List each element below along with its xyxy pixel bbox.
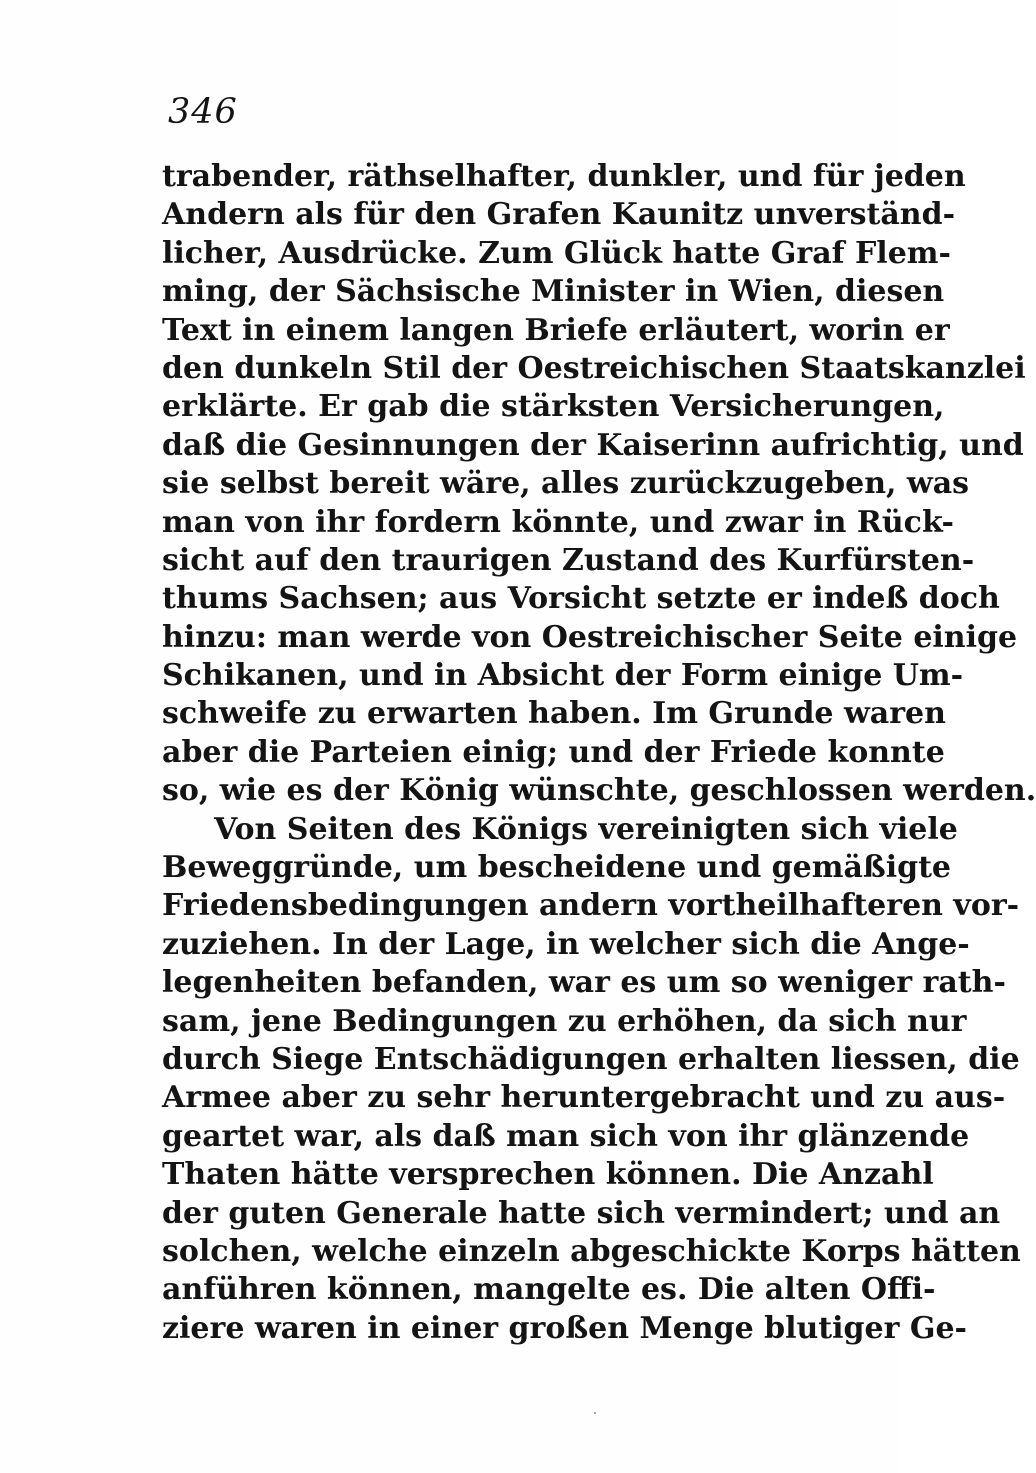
text-line: Text in einem langen Briefe erläutert, worin er bbox=[162, 312, 950, 348]
text-line: erklärte. Er gab die stärksten Versicherungen, bbox=[162, 389, 945, 425]
text-line: Schikanen, und in Absicht der Form einige Um- bbox=[162, 658, 964, 694]
text-line: der guten Generale hatte sich vermindert; und an bbox=[162, 1195, 1001, 1231]
text-line: geartet war, als daß man sich von ihr glänzende bbox=[162, 1118, 970, 1154]
text-line: daß die Gesinnungen der Kaiserinn aufrichtig, und bbox=[162, 427, 1024, 463]
page-number: 346 bbox=[168, 92, 238, 132]
text-line: durch Siege Entschädigungen erhalten liessen, die bbox=[162, 1041, 1020, 1077]
text-line: ziere waren in einer großen Menge blutiger Ge- bbox=[162, 1310, 968, 1346]
text-line: man von ihr fordern könnte, und zwar in Rück- bbox=[162, 504, 954, 540]
text-line: Armee aber zu sehr heruntergebracht und zu aus- bbox=[162, 1080, 1006, 1116]
text-line: Friedensbedingungen andern vortheilhafteren vor- bbox=[162, 888, 1020, 924]
text-line: hinzu: man werde von Oestreichischer Seite einige bbox=[162, 619, 1018, 655]
text-line: sie selbst bereit wäre, alles zurückzugeben, was bbox=[162, 466, 970, 502]
text-line: Thaten hätte versprechen können. Die Anzahl bbox=[162, 1157, 934, 1193]
paragraph-end-line: so, wie es der König wünschte, geschlossen werden. bbox=[162, 773, 1036, 809]
text-line: Beweggründe, um bescheidene und gemäßigte bbox=[162, 850, 952, 886]
text-line: aber die Parteien einig; und der Friede konnte bbox=[162, 734, 945, 770]
text-line: den dunkeln Stil der Oestreichischen Staatskanzlei bbox=[162, 350, 1026, 386]
paragraph-start-line: Von Seiten des Königs vereinigten sich viele bbox=[214, 811, 958, 847]
text-line: licher, Ausdrücke. Zum Glück hatte Graf Flem- bbox=[162, 235, 951, 271]
text-line: zuziehen. In der Lage, in welcher sich die Ange- bbox=[162, 926, 970, 962]
text-line: anführen können, mangelte es. Die alten Offi- bbox=[162, 1272, 936, 1308]
text-line: sicht auf den traurigen Zustand des Kurfürsten- bbox=[162, 542, 975, 578]
text-line: ming, der Sächsische Minister in Wien, diesen bbox=[162, 274, 945, 310]
text-line: thums Sachsen; aus Vorsicht setzte er indeß doch bbox=[162, 581, 1000, 617]
text-line: trabender, räthselhafter, dunkler, und für jeden bbox=[162, 159, 966, 194]
paper-speck bbox=[594, 1412, 596, 1414]
text-line: sam, jene Bedingungen zu erhöhen, da sich nur bbox=[162, 1003, 967, 1039]
text-line: schweife zu erwarten haben. Im Grunde waren bbox=[162, 696, 946, 732]
text-line: legenheiten befanden, war es um so weniger rath- bbox=[162, 965, 1006, 1001]
body-text bbox=[162, 158, 1036, 1348]
text-line: solchen, welche einzeln abgeschickte Korps hätten bbox=[162, 1233, 1021, 1269]
text-line: Andern als für den Grafen Kaunitz unverständ- bbox=[162, 197, 956, 233]
